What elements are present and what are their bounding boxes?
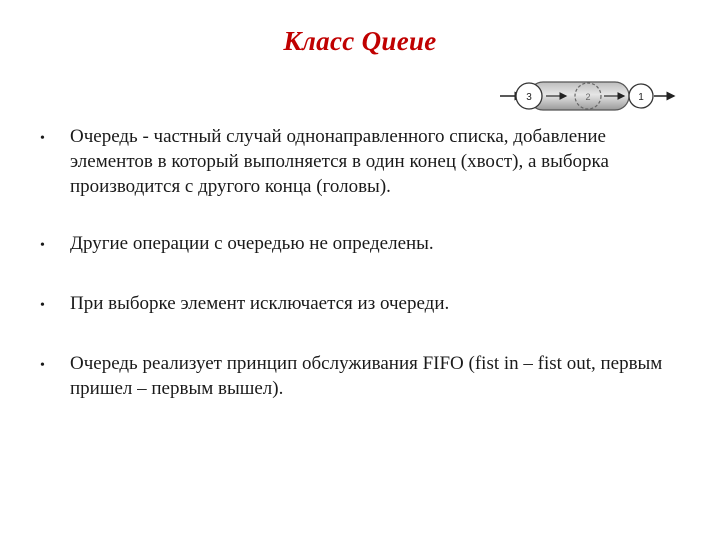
bullet-text: При выборке элемент исключается из очереди. [70,293,450,314]
queue-node-tail-label: 3 [526,92,532,103]
queue-node-head-label: 1 [638,92,644,103]
bullet-list [40,124,680,401]
bullet-item [40,351,680,401]
bullet-text: Очередь реализует принцип обслуживания FIFO (fist in – fist out, первым пришел – первым вышел). [70,353,663,399]
bullet-item [40,124,680,199]
bullet-text: Очередь - частный случай однонаправленного списка, добавление элементов в который выполняется в один конец (хвост), а выборка производится с другого конца (головы). [70,126,609,197]
bullet-item [40,291,680,318]
queue-diagram [496,74,680,118]
bullet-marker: • [40,358,45,373]
bullet-marker: • [40,131,45,146]
bullet-marker: • [40,298,45,313]
queue-node-middle-label: 2 [585,92,591,102]
bullet-item [40,231,680,258]
slide-title: Класс Queue [283,26,437,56]
bullet-text: Другие операции с очередью не определены. [70,233,434,254]
bullet-marker: • [40,238,45,253]
